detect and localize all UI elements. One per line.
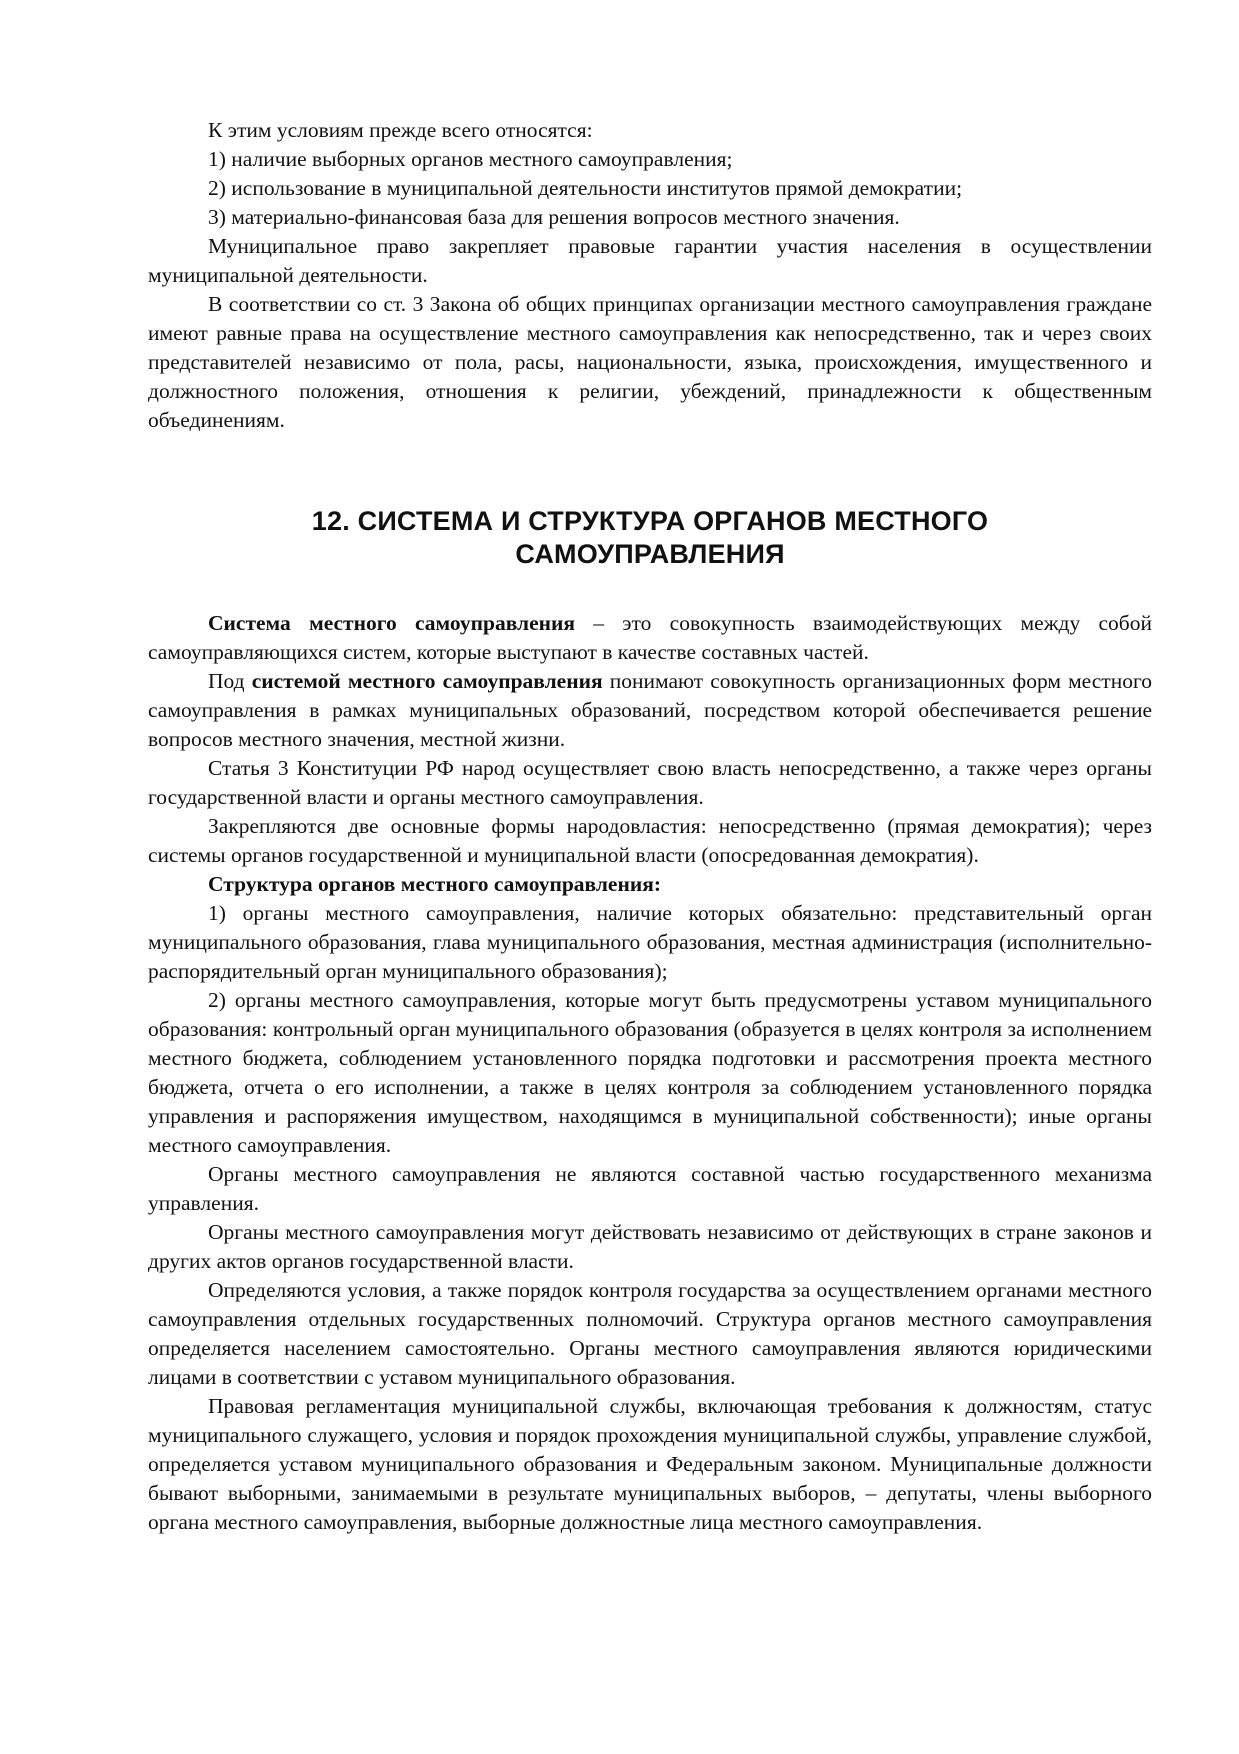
paragraph-state-control: Определяются условия, а также порядок контроля государства за осуществлением органами местного самоуправления отдельных государственных полномочий. Структура органов местного самоуправления определяется населением самостоятельно. Органы местного самоуправления являются юридическими лицами в соответствии с уставом муниципального образования.: [148, 1278, 1152, 1389]
term-structure: Структура органов местного самоуправления:: [208, 872, 662, 896]
paragraph-system-meaning-pre: Под: [208, 669, 252, 693]
intro-paragraph-1: К этим условиям прежде всего относятся:: [208, 118, 593, 142]
paragraph-system-definition-text: – это совокупность взаимодействующих между собой самоуправляющихся систем, которые выступают в качестве составных частей.: [148, 611, 1152, 664]
intro-list-item-2: 2) использование в муниципальной деятельности институтов прямой демократии;: [208, 176, 963, 200]
intro-paragraph-guarantees: Муниципальное право закрепляет правовые гарантии участия населения в осуществлении муниципальной деятельности.: [148, 234, 1152, 287]
intro-list-item-1: 1) наличие выборных органов местного самоуправления;: [208, 147, 733, 171]
intro-list-item-3: 3) материально-финансовая база для решения вопросов местного значения.: [208, 205, 900, 229]
structure-list-item-2: 2) органы местного самоуправления, которые могут быть предусмотрены уставом муниципального образования: контрольный орган муниципального образования (образуется в целях контроля за исполнением местного бюджета, соблюдением установленного порядка подготовки и рассмотрения проекта местного бюджета, отчета о его исполнении, а также в целях контроля за соблюдением установленного порядка управления и распоряжения имуществом, находящимся в муниципальной собственности); иные органы местного самоуправления.: [148, 988, 1152, 1157]
paragraph-forms-of-democracy: Закрепляются две основные формы народовластия: непосредственно (прямая демократия); через системы органов государственной и муниципальной власти (опосредованная демократия).: [148, 814, 1152, 867]
section-heading-line-2: САМОУПРАВЛЕНИЯ: [515, 539, 785, 569]
subheading-structure: [148, 870, 1152, 899]
paragraph-not-state-mechanism: Органы местного самоуправления не являются составной частью государственного механизма управления.: [148, 1162, 1152, 1215]
paragraph-independence: Органы местного самоуправления могут действовать независимо от действующих в стране законов и других актов органов государственной власти.: [148, 1220, 1152, 1273]
section-heading: [148, 505, 1152, 571]
paragraph-system-meaning-text: понимают совокупность организационных форм местного самоуправления в рамках муниципальных образований, посредством которой обеспечивается решение вопросов местного значения, местной жизни.: [148, 669, 1152, 751]
intro-paragraph-article3: В соответствии со ст. 3 Закона об общих принципах организации местного самоуправления граждане имеют равные права на осуществление местного самоуправления как непосредственно, так и через своих представителей независимо от пола, расы, национальности, языка, происхождения, имущественного и должностного положения, отношения к религии, убеждений, принадлежности к общественным объединениям.: [148, 292, 1152, 432]
paragraph-system-meaning: [148, 667, 1152, 754]
paragraph-constitution: Статья 3 Конституции РФ народ осуществляет свою власть непосредственно, а также через органы государственной власти и органы местного самоуправления.: [148, 756, 1152, 809]
document-page: [148, 116, 1152, 1537]
section-heading-line-1: 12. СИСТЕМА И СТРУКТУРА ОРГАНОВ МЕСТНОГО: [311, 506, 989, 536]
paragraph-municipal-service: Правовая регламентация муниципальной службы, включающая требования к должностям, статус муниципального служащего, условия и порядок прохождения муниципальной службы, управление службой, определяется уставом муниципального образования и Федеральным законом. Муниципальные должности бывают выборными, занимаемыми в результате муниципальных выборов, – депутаты, члены выборного органа местного самоуправления, выборные должностные лица местного самоуправления.: [148, 1394, 1152, 1534]
structure-list-item-1: 1) органы местного самоуправления, наличие которых обязательно: представительный орган муниципального образования, глава муниципального образования, местная администрация (исполнительно-распорядительный орган муниципального образования);: [148, 901, 1152, 983]
term-system: Система местного самоуправления: [208, 611, 576, 635]
paragraph-system-definition: [148, 609, 1152, 667]
term-system-alt: системой местного самоуправления: [251, 669, 603, 693]
